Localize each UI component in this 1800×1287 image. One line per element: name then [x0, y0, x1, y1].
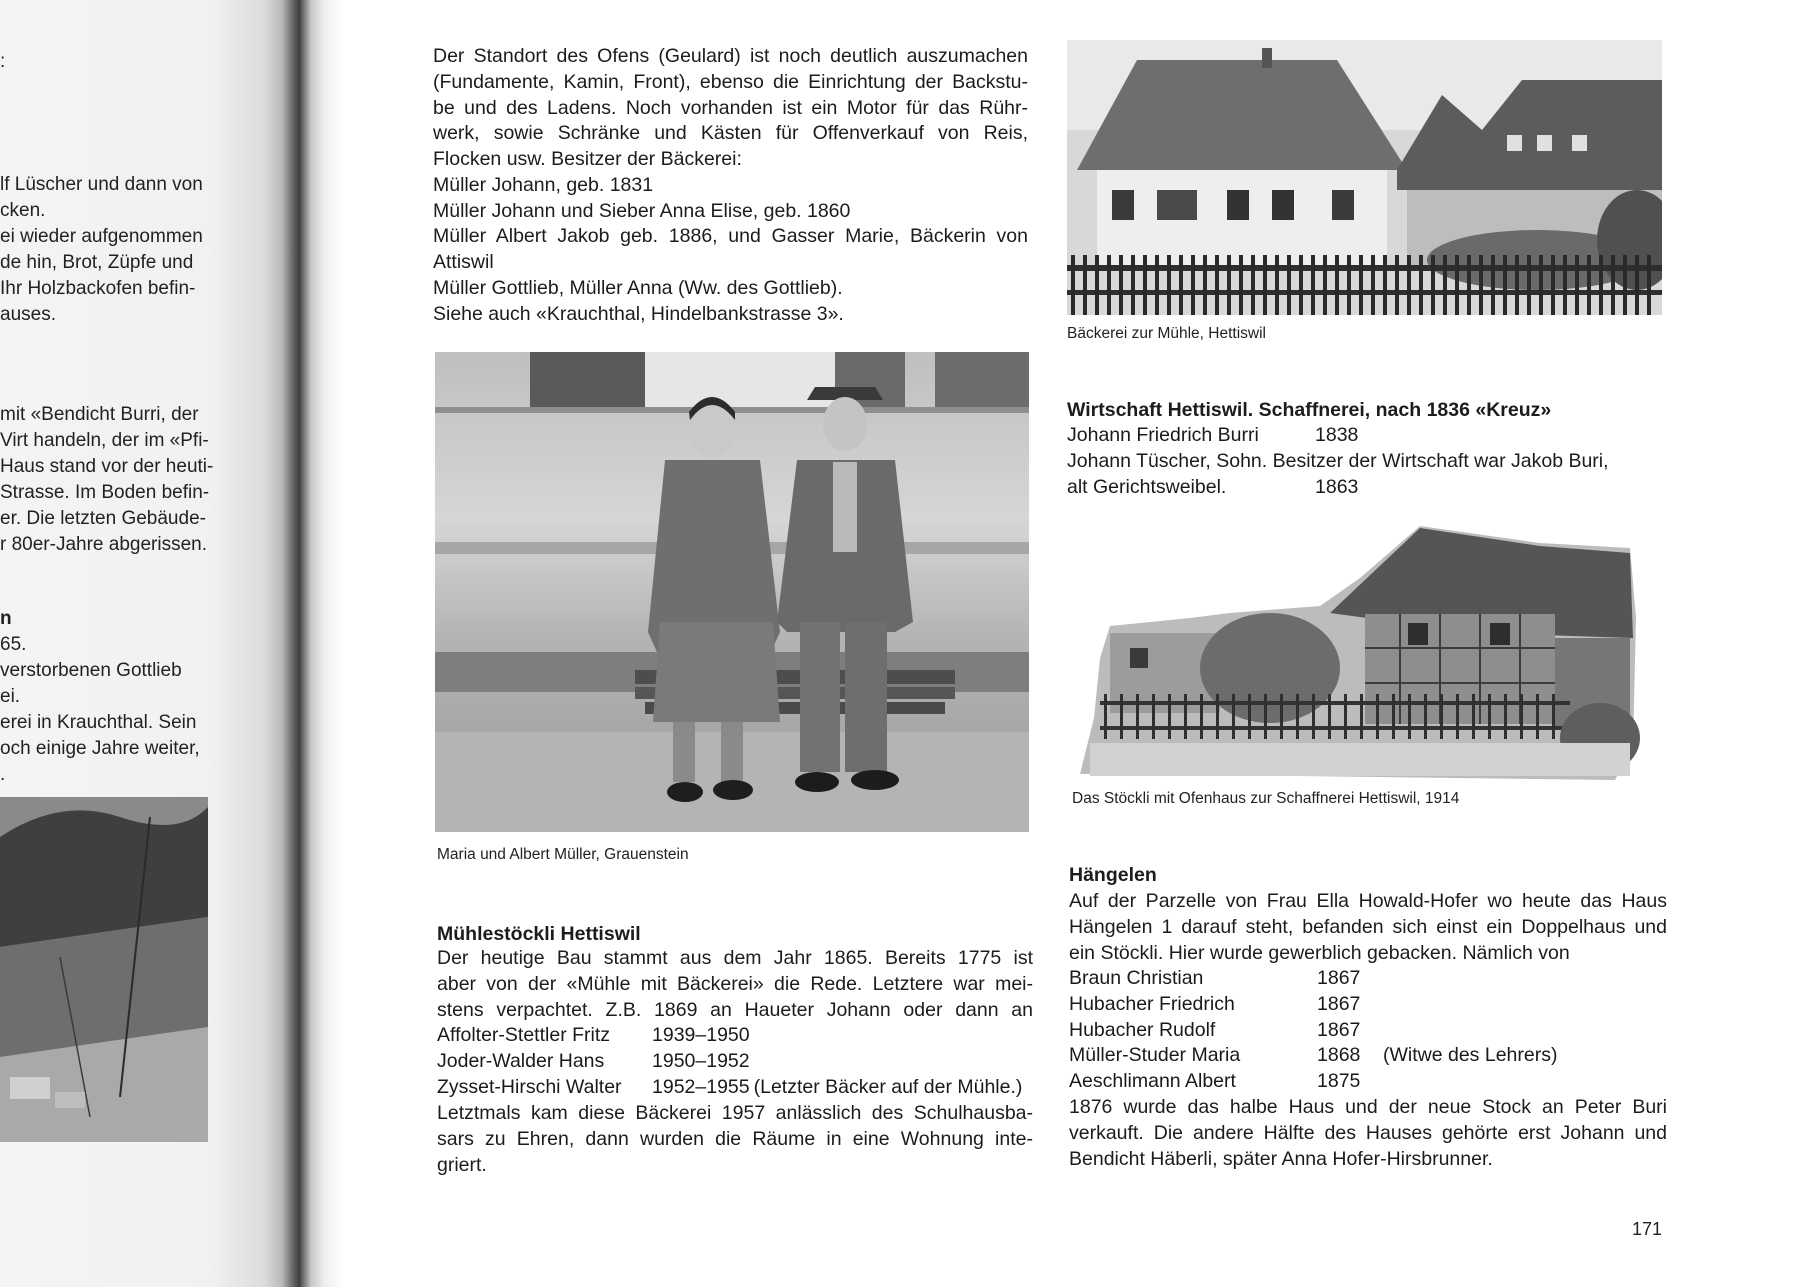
owner-list: [433, 173, 1028, 225]
muehlestoeckli-paragraph: [437, 946, 1033, 1023]
text-line: erei in Krauchthal. Sein: [0, 712, 197, 733]
previous-page-heading-fragment: [0, 606, 300, 632]
baker-year: 1868: [1317, 1044, 1361, 1067]
owner-line: Müller Johann und Sieber Anna Elise, geb. 1860: [433, 199, 851, 222]
text-line: cken.: [0, 200, 46, 221]
owner-line: Müller Gottlieb, Müller Anna (Ww. des Gottlieb).: [433, 276, 843, 299]
haengelen-paragraph: [1069, 889, 1667, 966]
text-line: (Fundamente, Kamin, Front), ebenso die Einrichtung der Backstu-: [433, 70, 1028, 93]
table-row: [437, 1023, 1022, 1049]
baker-note: (Witwe des Lehrers): [1383, 1044, 1558, 1067]
text-line: Letztmals kam diese Bäckerei 1957 anlässlich des Schulhausba-: [437, 1102, 1033, 1124]
table-row: [1069, 992, 1557, 1018]
haengelen-bakers-table: [1069, 966, 1557, 1095]
text-line: Flocken usw. Besitzer der Bäckerei:: [433, 148, 742, 171]
text-line: er. Die letzten Gebäude-: [0, 508, 206, 529]
book-gutter: [300, 0, 344, 1287]
baker-name: Hubacher Rudolf: [1069, 1018, 1216, 1041]
owner-year: 1863: [1315, 476, 1359, 498]
owner-line: Attiswil: [433, 251, 494, 273]
text-line: Virt handeln, der im «Pfi-: [0, 430, 209, 451]
baker-name: Müller-Studer Maria: [1069, 1044, 1241, 1067]
text-line: 1876 wurde das halbe Haus und der neue Stock an Peter Buri: [1069, 1096, 1667, 1118]
section-heading-haengelen: Hängelen: [1069, 864, 1157, 886]
wirtschaft-section: [1067, 398, 1667, 424]
owner-name: alt Gerichtsweibel.: [1067, 476, 1227, 498]
owner-list-justified: [433, 224, 1028, 250]
text-line: Bendicht Häberli, später Anna Hofer-Hirsbrunner.: [1069, 1147, 1493, 1170]
baker-name: Aeschlimann Albert: [1069, 1070, 1236, 1093]
owner-line: Müller Albert Jakob geb. 1886, und Gasser Marie, Bäckerin von: [433, 225, 1028, 247]
previous-page-fragment-b: [0, 172, 300, 328]
text-line: mit «Bendicht Burri, der: [0, 404, 199, 425]
portrait-photo-maria-albert-mueller: [435, 352, 1029, 832]
text-line: verstorbenen Gottlieb: [0, 660, 182, 681]
text-line: Ihr Holzbackofen befin-: [0, 278, 196, 299]
owner-line: Müller Johann, geb. 1831: [433, 174, 654, 196]
table-row: [1067, 423, 1358, 449]
text-line: Der Standort des Ofens (Geulard) ist noch deutlich auszumachen: [433, 45, 1028, 67]
owner-list-continued: [433, 250, 1028, 327]
baker-years: 1952–1955: [652, 1075, 750, 1098]
baker-note: [1383, 966, 1557, 992]
text-line: :: [0, 51, 6, 72]
text-line: be und des Ladens. Noch vorhanden ist ein Motor für das Rühr-: [433, 96, 1028, 119]
haengelen-section: [1069, 863, 1667, 889]
baker-name: Affolter-Stettler Fritz: [437, 1024, 611, 1046]
baker-name: Braun Christian: [1069, 967, 1204, 989]
photo-baeckerei-caption: Bäckerei zur Mühle, Hettiswil: [1067, 325, 1266, 342]
section-heading-muehlestoeckli: Mühlestöckli Hettiswil: [437, 923, 641, 945]
baker-note: [750, 1023, 1023, 1049]
text-line: sars zu Ehren, dann wurden die Räume in eine Wohnung inte-: [437, 1127, 1033, 1150]
baker-note: [1383, 1018, 1557, 1044]
baker-years: 1950–1952: [652, 1049, 750, 1072]
baker-name: Hubacher Friedrich: [1069, 992, 1235, 1015]
baker-name: Joder-Walder Hans: [437, 1049, 605, 1072]
text-line: werk, sowie Schränke und Kästen für Offenverkauf von Reis,: [433, 122, 1028, 145]
baker-year: 1867: [1317, 1018, 1361, 1041]
table-row: [1069, 1069, 1557, 1095]
text-line: griert.: [437, 1153, 487, 1176]
photo-stoeckli-caption: Das Stöckli mit Ofenhaus zur Schaffnerei Hettiswil, 1914: [1072, 790, 1460, 807]
text-line: stens verpachtet. Z.B. 1869 an Haueter Johann oder dann an: [437, 998, 1033, 1021]
owner-line: Siehe auch «Krauchthal, Hindelbankstrasse 3».: [433, 302, 844, 325]
owner-name: Johann Friedrich Burri: [1067, 424, 1259, 446]
portrait-photo-caption: Maria und Albert Müller, Grauenstein: [437, 846, 689, 863]
text-line: ein Stöckli. Hier wurde gewerblich gebacken. Nämlich von: [1069, 941, 1570, 964]
muehle-bakers-table: [437, 1023, 1022, 1100]
previous-page-photo-hillside: [0, 797, 208, 1142]
text-line: lf Lüscher und dann von: [0, 174, 203, 195]
text-line: ei.: [0, 686, 21, 707]
haengelen-closing: [1069, 1095, 1667, 1172]
page-number: 171: [1632, 1219, 1663, 1239]
baker-note: [750, 1049, 1023, 1075]
table-row: [1067, 475, 1358, 501]
text-line: och einige Jahre weiter,: [0, 738, 200, 759]
baker-years: 1939–1950: [652, 1024, 750, 1046]
text-line: Strasse. Im Boden befin-: [0, 482, 210, 503]
table-row: [1069, 1043, 1557, 1069]
photo-baeckerei-zur-muehle: [1067, 40, 1662, 315]
muehlestoeckli-closing: [437, 1101, 1033, 1178]
previous-page-fragment-d: [0, 632, 300, 788]
muehlestoeckli-section: [437, 922, 1033, 948]
wirtschaft-row-3: [1067, 475, 1358, 501]
table-row: [1069, 1018, 1557, 1044]
text-line: verkauft. Die andere Hälfte des Hauses gehörte erst Johann und: [1069, 1121, 1667, 1144]
text-line: ei wieder aufgenommen: [0, 226, 203, 247]
baker-note: [1383, 1069, 1557, 1095]
owner-year: 1838: [1315, 424, 1359, 446]
wirtschaft-row-1: [1067, 423, 1358, 449]
baker-note: [1383, 992, 1557, 1018]
text-line: n: [0, 608, 12, 629]
baker-name: Zysset-Hirschi Walter: [437, 1075, 622, 1098]
baker-year: 1867: [1317, 992, 1361, 1015]
text-line: .: [0, 764, 6, 785]
text-line: auses.: [0, 304, 56, 325]
text-line: Auf der Parzelle von Frau Ella Howald-Hofer wo heute das Haus: [1069, 890, 1667, 912]
previous-page-fragment-a: [0, 49, 300, 75]
baker-year: 1875: [1317, 1070, 1361, 1093]
text-line: Haus stand vor der heuti-: [0, 456, 214, 477]
text-line: Hängelen 1 darauf steht, befanden sich einst ein Doppelhaus und: [1069, 915, 1667, 938]
baker-note: (Letzter Bäcker auf der Mühle.): [753, 1075, 1023, 1098]
intro-paragraph: [433, 44, 1028, 173]
table-row: [437, 1049, 1022, 1075]
text-line: Johann Tüscher, Sohn. Besitzer der Wirtschaft war Jakob Buri,: [1067, 450, 1609, 472]
text-line: de hin, Brot, Züpfe und: [0, 252, 194, 273]
text-line: aber von der «Mühle mit Bäckerei» die Rede. Letztere war mei-: [437, 972, 1033, 995]
table-row: [437, 1075, 1022, 1101]
section-heading-wirtschaft: Wirtschaft Hettiswil. Schaffnerei, nach 1836 «Kreuz»: [1067, 399, 1552, 421]
text-line: Der heutige Bau stammt aus dem Jahr 1865. Bereits 1775 ist: [437, 947, 1033, 969]
text-line: 65.: [0, 634, 27, 655]
text-line: r 80er-Jahre abgerissen.: [0, 534, 207, 555]
baker-year: 1867: [1317, 967, 1361, 989]
previous-page-fragment-c: [0, 402, 300, 558]
wirtschaft-line-2: [1067, 449, 1667, 475]
photo-stoeckli-ofenhaus: [1080, 518, 1640, 780]
table-row: [1069, 966, 1557, 992]
previous-page: [0, 0, 300, 1287]
